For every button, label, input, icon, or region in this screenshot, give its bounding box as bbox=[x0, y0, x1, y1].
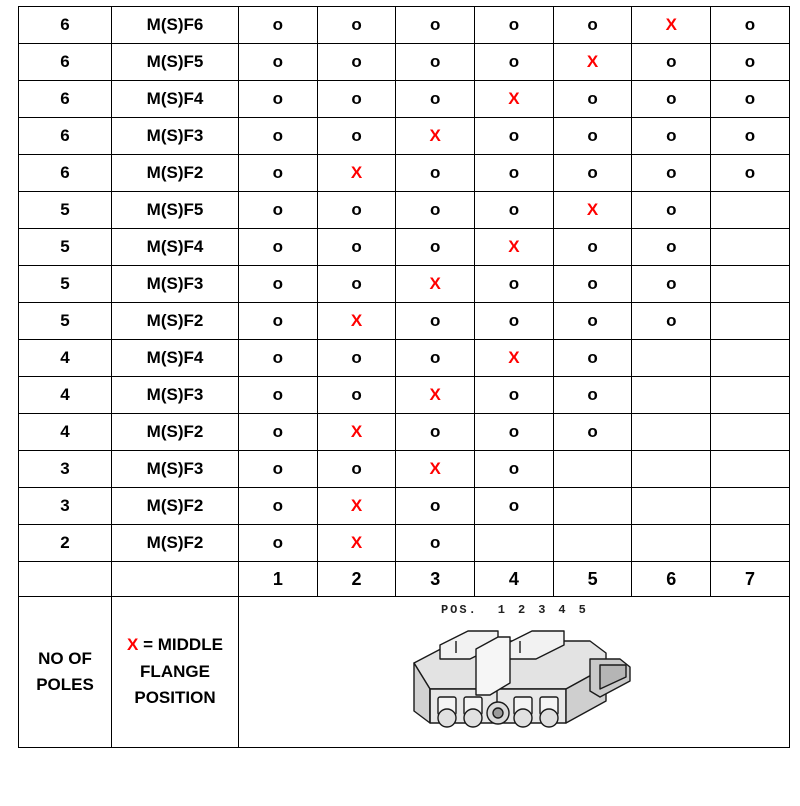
legend-flange-line1 bbox=[112, 632, 238, 658]
cell-pos-1: o bbox=[239, 266, 318, 303]
cell-pos-2: o bbox=[317, 451, 396, 488]
cell-pos-1: o bbox=[239, 303, 318, 340]
cell-pos-2: o bbox=[317, 7, 396, 44]
cell-pos-6: o bbox=[632, 229, 711, 266]
legend-poles-line1: NO OF bbox=[38, 648, 92, 668]
cell-poles: 5 bbox=[19, 192, 112, 229]
cell-pos-3: o bbox=[396, 340, 475, 377]
cell-pos-1: o bbox=[239, 44, 318, 81]
cell-pos-3: o bbox=[396, 44, 475, 81]
table-body bbox=[19, 7, 790, 748]
cell-pos-5: o bbox=[553, 81, 632, 118]
pos-scale-1: 1 bbox=[497, 603, 506, 617]
cell-pos-1: o bbox=[239, 7, 318, 44]
cell-pos-4: o bbox=[475, 451, 554, 488]
cell-flange: M(S)F4 bbox=[112, 340, 239, 377]
cell-pos-1: o bbox=[239, 192, 318, 229]
pos-scale bbox=[239, 603, 789, 617]
cell-poles: 4 bbox=[19, 340, 112, 377]
cell-pos-5 bbox=[553, 488, 632, 525]
pos-scale-4: 4 bbox=[558, 603, 567, 617]
cell-pos-1: o bbox=[239, 488, 318, 525]
cell-pos-4: o bbox=[475, 414, 554, 451]
cell-pos-6 bbox=[632, 377, 711, 414]
cell-pos-1: o bbox=[239, 377, 318, 414]
pos-scale-5: 5 bbox=[578, 603, 587, 617]
cell-pos-6: o bbox=[632, 266, 711, 303]
cell-pos-4: o bbox=[475, 7, 554, 44]
cell-pos-1: o bbox=[239, 118, 318, 155]
cell-flange: M(S)F3 bbox=[112, 377, 239, 414]
table-row bbox=[19, 7, 790, 44]
cell-flange: M(S)F2 bbox=[112, 155, 239, 192]
cell-flange: M(S)F2 bbox=[112, 303, 239, 340]
position-header-blank-poles bbox=[19, 562, 112, 597]
cell-poles: 5 bbox=[19, 266, 112, 303]
cell-pos-2: X bbox=[317, 414, 396, 451]
table-row bbox=[19, 266, 790, 303]
connector-image-wrap bbox=[239, 597, 789, 747]
cell-poles: 5 bbox=[19, 303, 112, 340]
cell-poles: 5 bbox=[19, 229, 112, 266]
cell-pos-4: o bbox=[475, 377, 554, 414]
legend-poles-line2: POLES bbox=[36, 675, 94, 694]
flange-position-table bbox=[18, 6, 790, 748]
cell-pos-7: o bbox=[711, 155, 790, 192]
cell-pos-1: o bbox=[239, 451, 318, 488]
cell-pos-5: o bbox=[553, 414, 632, 451]
legend-row bbox=[19, 597, 790, 748]
cell-pos-4: o bbox=[475, 44, 554, 81]
cell-pos-3: o bbox=[396, 229, 475, 266]
cell-pos-2: o bbox=[317, 118, 396, 155]
cell-flange: M(S)F5 bbox=[112, 44, 239, 81]
pos-scale-3: 3 bbox=[538, 603, 547, 617]
cell-pos-6 bbox=[632, 414, 711, 451]
cell-poles: 4 bbox=[19, 377, 112, 414]
cell-poles: 4 bbox=[19, 414, 112, 451]
cell-poles: 6 bbox=[19, 155, 112, 192]
legend-x-symbol: X bbox=[127, 635, 139, 655]
cell-pos-1: o bbox=[239, 525, 318, 562]
cell-poles: 3 bbox=[19, 451, 112, 488]
cell-pos-4: X bbox=[475, 81, 554, 118]
connector-illustration bbox=[394, 619, 634, 737]
table-row bbox=[19, 340, 790, 377]
cell-pos-6: o bbox=[632, 155, 711, 192]
cell-flange: M(S)F2 bbox=[112, 525, 239, 562]
cell-pos-2: o bbox=[317, 81, 396, 118]
position-header-blank-flange bbox=[112, 562, 239, 597]
cell-pos-2: o bbox=[317, 266, 396, 303]
table-row bbox=[19, 303, 790, 340]
table-row bbox=[19, 525, 790, 562]
cell-pos-4: o bbox=[475, 118, 554, 155]
cell-flange: M(S)F2 bbox=[112, 414, 239, 451]
cell-pos-3: X bbox=[396, 451, 475, 488]
position-header-4: 4 bbox=[475, 562, 554, 597]
cell-pos-7 bbox=[711, 229, 790, 266]
legend-no-of-poles bbox=[19, 597, 112, 748]
cell-pos-5: o bbox=[553, 155, 632, 192]
cell-pos-7: o bbox=[711, 118, 790, 155]
cell-pos-6: o bbox=[632, 44, 711, 81]
cell-pos-4 bbox=[475, 525, 554, 562]
cell-pos-3: o bbox=[396, 192, 475, 229]
cell-poles: 6 bbox=[19, 118, 112, 155]
cell-pos-7: o bbox=[711, 7, 790, 44]
cell-poles: 2 bbox=[19, 525, 112, 562]
table-row bbox=[19, 118, 790, 155]
cell-pos-5 bbox=[553, 525, 632, 562]
cell-pos-6 bbox=[632, 525, 711, 562]
cell-pos-7: o bbox=[711, 44, 790, 81]
cell-flange: M(S)F3 bbox=[112, 118, 239, 155]
cell-pos-7 bbox=[711, 414, 790, 451]
cell-pos-5: o bbox=[553, 340, 632, 377]
table-row bbox=[19, 488, 790, 525]
cell-pos-6: X bbox=[632, 7, 711, 44]
position-header-1: 1 bbox=[239, 562, 318, 597]
cell-pos-4: X bbox=[475, 229, 554, 266]
cell-pos-1: o bbox=[239, 155, 318, 192]
table-row bbox=[19, 155, 790, 192]
legend-flange-line3: POSITION bbox=[134, 688, 216, 708]
position-header-6: 6 bbox=[632, 562, 711, 597]
table-row bbox=[19, 44, 790, 81]
cell-pos-5: X bbox=[553, 192, 632, 229]
cell-pos-6: o bbox=[632, 81, 711, 118]
cell-flange: M(S)F5 bbox=[112, 192, 239, 229]
cell-pos-7 bbox=[711, 303, 790, 340]
cell-pos-3: X bbox=[396, 377, 475, 414]
cell-pos-4: o bbox=[475, 266, 554, 303]
cell-poles: 6 bbox=[19, 81, 112, 118]
cell-pos-3: X bbox=[396, 118, 475, 155]
cell-pos-4: o bbox=[475, 303, 554, 340]
position-header-3: 3 bbox=[396, 562, 475, 597]
cell-pos-7 bbox=[711, 488, 790, 525]
cell-pos-5: o bbox=[553, 118, 632, 155]
cell-pos-7 bbox=[711, 377, 790, 414]
cell-pos-5: o bbox=[553, 377, 632, 414]
table-row bbox=[19, 192, 790, 229]
cell-pos-4: o bbox=[475, 192, 554, 229]
cell-pos-2: o bbox=[317, 340, 396, 377]
cell-flange: M(S)F3 bbox=[112, 451, 239, 488]
cell-pos-7 bbox=[711, 525, 790, 562]
pos-scale-2: 2 bbox=[518, 603, 527, 617]
cell-flange: M(S)F4 bbox=[112, 81, 239, 118]
cell-pos-3: o bbox=[396, 488, 475, 525]
cell-flange: M(S)F2 bbox=[112, 488, 239, 525]
table-row bbox=[19, 451, 790, 488]
position-header-row bbox=[19, 562, 790, 597]
position-header-7: 7 bbox=[711, 562, 790, 597]
cell-pos-4: X bbox=[475, 340, 554, 377]
cell-pos-3: o bbox=[396, 81, 475, 118]
cell-pos-2: o bbox=[317, 377, 396, 414]
table-row bbox=[19, 81, 790, 118]
cell-pos-2: X bbox=[317, 303, 396, 340]
cell-flange: M(S)F3 bbox=[112, 266, 239, 303]
cell-pos-1: o bbox=[239, 340, 318, 377]
cell-pos-2: X bbox=[317, 525, 396, 562]
table-row bbox=[19, 377, 790, 414]
cell-pos-3: o bbox=[396, 155, 475, 192]
legend-middle-flange bbox=[112, 597, 239, 748]
cell-pos-7 bbox=[711, 340, 790, 377]
cell-pos-7 bbox=[711, 451, 790, 488]
cell-pos-3: o bbox=[396, 7, 475, 44]
position-header-5: 5 bbox=[553, 562, 632, 597]
cell-pos-3: X bbox=[396, 266, 475, 303]
cell-poles: 3 bbox=[19, 488, 112, 525]
cell-pos-3: o bbox=[396, 414, 475, 451]
cell-pos-3: o bbox=[396, 525, 475, 562]
cell-pos-7 bbox=[711, 192, 790, 229]
cell-pos-5: o bbox=[553, 229, 632, 266]
cell-pos-7 bbox=[711, 266, 790, 303]
cell-pos-5: o bbox=[553, 7, 632, 44]
cell-pos-5 bbox=[553, 451, 632, 488]
legend-flange-line2: FLANGE bbox=[140, 661, 210, 681]
cell-flange: M(S)F6 bbox=[112, 7, 239, 44]
cell-pos-2: o bbox=[317, 229, 396, 266]
legend-equals-middle: = MIDDLE bbox=[138, 635, 223, 655]
cell-flange: M(S)F4 bbox=[112, 229, 239, 266]
position-header-2: 2 bbox=[317, 562, 396, 597]
cell-pos-1: o bbox=[239, 229, 318, 266]
cell-pos-2: X bbox=[317, 155, 396, 192]
cell-pos-4: o bbox=[475, 488, 554, 525]
cell-pos-7: o bbox=[711, 81, 790, 118]
cell-pos-6: o bbox=[632, 118, 711, 155]
cell-pos-5: o bbox=[553, 303, 632, 340]
compatibility-matrix-sheet bbox=[0, 6, 800, 806]
cell-pos-6: o bbox=[632, 192, 711, 229]
table-row bbox=[19, 229, 790, 266]
cell-poles: 6 bbox=[19, 7, 112, 44]
cell-pos-6 bbox=[632, 488, 711, 525]
cell-pos-3: o bbox=[396, 303, 475, 340]
pos-scale-label: POS. bbox=[440, 603, 478, 617]
table-row bbox=[19, 414, 790, 451]
cell-pos-5: o bbox=[553, 266, 632, 303]
cell-poles: 6 bbox=[19, 44, 112, 81]
cell-pos-6 bbox=[632, 340, 711, 377]
cell-pos-4: o bbox=[475, 155, 554, 192]
cell-pos-2: o bbox=[317, 192, 396, 229]
cell-pos-5: X bbox=[553, 44, 632, 81]
cell-pos-6 bbox=[632, 451, 711, 488]
connector-image-cell bbox=[239, 597, 790, 748]
cell-pos-6: o bbox=[632, 303, 711, 340]
cell-pos-1: o bbox=[239, 81, 318, 118]
cell-pos-2: X bbox=[317, 488, 396, 525]
cell-pos-2: o bbox=[317, 44, 396, 81]
cell-pos-1: o bbox=[239, 414, 318, 451]
